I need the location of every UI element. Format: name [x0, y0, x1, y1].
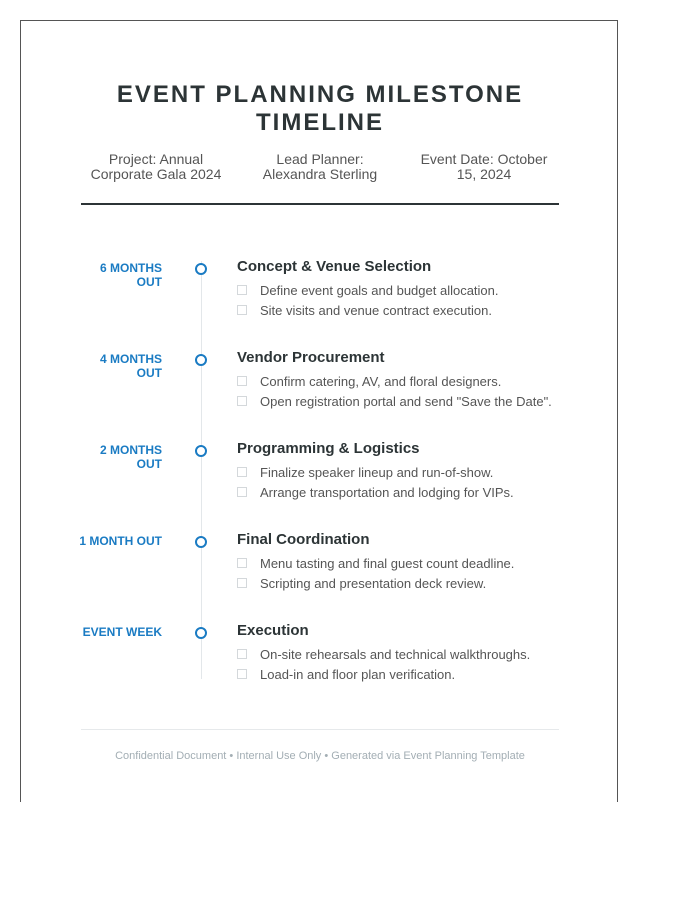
milestone-title: Final Coordination [237, 531, 370, 548]
task-text: On-site rehearsals and technical walkthroughs. [260, 647, 531, 662]
milestone-4-months [21, 349, 619, 419]
milestone-6-months [21, 258, 619, 328]
checkbox-icon[interactable] [237, 558, 247, 568]
milestone-when: 2 MONTHS OUT [99, 443, 162, 471]
task-text: Menu tasting and final guest count deadline. [260, 556, 515, 571]
document-meta [81, 152, 559, 182]
circle-outline-icon [195, 263, 207, 275]
page-footer: Confidential Document • Internal Use Only • Generated via Event Planning Template [115, 750, 525, 762]
document-page [20, 20, 618, 802]
checkbox-icon[interactable] [237, 669, 247, 679]
task-text: Finalize speaker lineup and run-of-show. [260, 465, 494, 480]
milestone-when: EVENT WEEK [82, 625, 162, 639]
milestone-title: Programming & Logistics [237, 440, 420, 457]
meta-event-date: Event Date: October 15, 2024 [420, 151, 548, 182]
checkbox-icon[interactable] [237, 467, 247, 477]
checkbox-icon[interactable] [237, 487, 247, 497]
circle-outline-icon [195, 354, 207, 366]
milestone-title: Vendor Procurement [237, 349, 385, 366]
milestone-when: 4 MONTHS OUT [99, 352, 162, 380]
checkbox-icon[interactable] [237, 578, 247, 588]
task-text: Load-in and floor plan verification. [260, 667, 456, 682]
checkbox-icon[interactable] [237, 305, 247, 315]
task-text: Define event goals and budget allocation. [260, 283, 499, 298]
task-text: Scripting and presentation deck review. [260, 576, 487, 591]
milestone-event-week [21, 622, 619, 692]
task-text: Open registration portal and send "Save the Date". [260, 394, 552, 409]
meta-project: Project: Annual Corporate Gala 2024 [90, 151, 222, 182]
milestone-title: Concept & Venue Selection [237, 258, 432, 275]
milestone-when: 6 MONTHS OUT [99, 261, 162, 289]
header-divider [81, 203, 559, 205]
checkbox-icon[interactable] [237, 396, 247, 406]
milestone-title: Execution [237, 622, 309, 639]
checkbox-icon[interactable] [237, 376, 247, 386]
circle-outline-icon [195, 445, 207, 457]
page-title: EVENT PLANNING MILESTONE TIMELINE [116, 81, 524, 136]
checkbox-icon[interactable] [237, 649, 247, 659]
meta-lead-planner: Lead Planner: Alexandra Sterling [262, 151, 378, 182]
circle-outline-icon [195, 627, 207, 639]
circle-outline-icon [195, 536, 207, 548]
milestone-when: 1 MONTH OUT [79, 534, 162, 548]
task-text: Arrange transportation and lodging for VIPs. [260, 485, 514, 500]
milestone-1-month [21, 531, 619, 601]
milestone-2-months [21, 440, 619, 510]
task-text: Confirm catering, AV, and floral designers. [260, 374, 502, 389]
task-text: Site visits and venue contract execution. [260, 303, 492, 318]
checkbox-icon[interactable] [237, 285, 247, 295]
footer-divider [81, 729, 559, 730]
